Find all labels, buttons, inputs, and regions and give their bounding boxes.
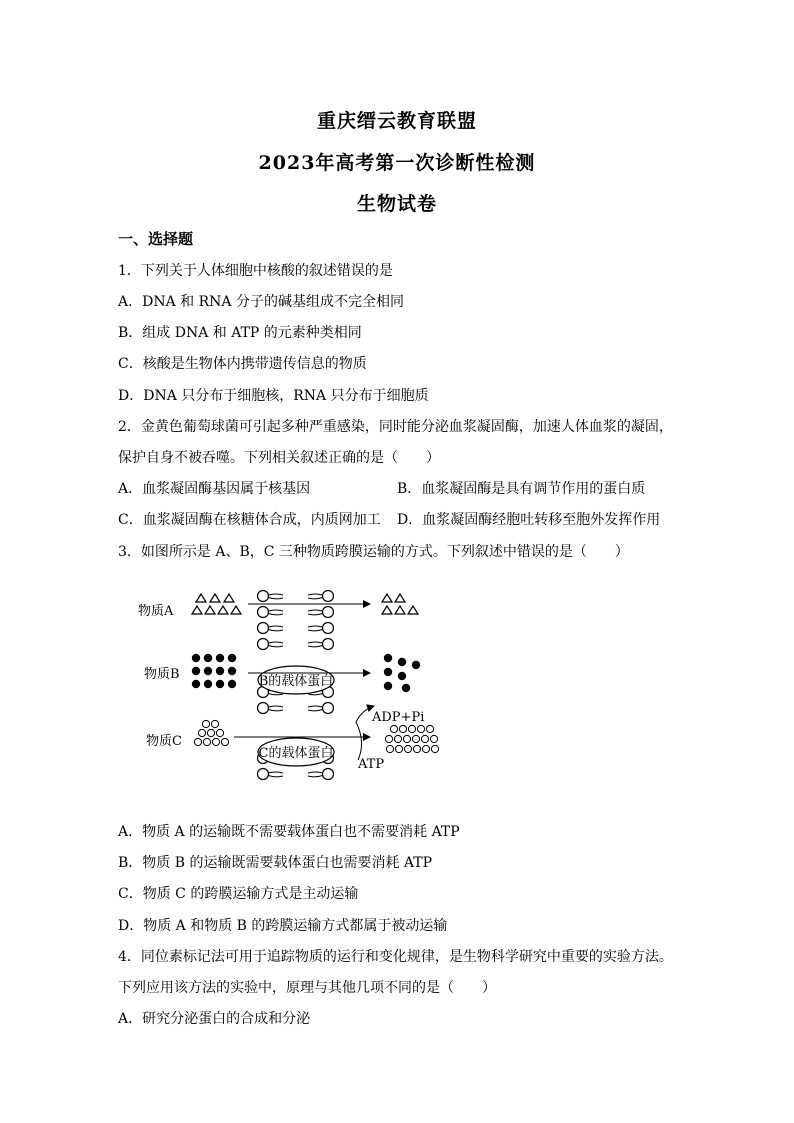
- substance-a-triangles-right: [382, 594, 418, 614]
- q1-stem: 1．下列关于人体细胞中核酸的叙述错误的是: [118, 263, 393, 279]
- label-substance-c: 物质C: [146, 734, 182, 749]
- q2-option-a: A．血浆凝固酶基因属于核基因: [118, 481, 311, 497]
- label-atp: ATP: [358, 757, 385, 772]
- substance-c-circles-left: [194, 720, 228, 745]
- substance-b-dots-left: [192, 654, 236, 688]
- label-adp-pi: ADP+Pi: [372, 710, 425, 725]
- label-substance-a: 物质A: [138, 604, 174, 619]
- q2-stem-2: 保护自身不被吞噬。下列相关叙述正确的是（ ）: [118, 450, 440, 466]
- q3-option-d: D．物质 A 和物质 B 的跨膜运输方式都属于被动运输: [118, 918, 448, 934]
- subject-title: 生物试卷: [356, 193, 437, 215]
- label-carrier-c: C的载体蛋白: [258, 746, 334, 761]
- label-carrier-b: B的载体蛋白: [258, 674, 334, 689]
- label-substance-b: 物质B: [144, 667, 180, 682]
- q3-option-b: B．物质 B 的运输既需要载体蛋白也需要消耗 ATP: [118, 855, 433, 871]
- q2-option-b: B．血浆凝固酶是具有调节作用的蛋白质: [397, 481, 646, 497]
- q1-option-a: A．DNA 和 RNA 分子的碱基组成不完全相同: [118, 294, 404, 310]
- school-name: 重庆缙云教育联盟: [316, 110, 477, 132]
- q2-option-d: D．血浆凝固酶经胞吐转移至胞外发挥作用: [397, 512, 661, 528]
- q3-option-c: C．物质 C 的跨膜运输方式是主动运输: [118, 886, 359, 902]
- q1-option-b: B．组成 DNA 和 ATP 的元素种类相同: [118, 325, 362, 341]
- membrane-transport-diagram: [130, 582, 460, 802]
- q1-option-c: C．核酸是生物体内携带遗传信息的物质: [118, 356, 367, 372]
- q2-stem-1: 2．金黄色葡萄球菌可引起多种严重感染，同时能分泌血浆凝固酶，加速人体血浆的凝固，: [118, 419, 673, 435]
- q4-stem-1: 4．同位素标记法可用于追踪物质的运行和变化规律，是生物科学研究中重要的实验方法。: [118, 949, 673, 965]
- substance-b-dots-right: [384, 654, 420, 692]
- substance-a-triangles-left: [192, 594, 241, 614]
- q4-option-a: A．研究分泌蛋白的合成和分泌: [118, 1011, 311, 1027]
- q3-option-a: A．物质 A 的运输既不需要载体蛋白也不需要消耗 ATP: [118, 824, 460, 840]
- section-heading: 一、选择题: [118, 230, 194, 248]
- q3-stem: 3．如图所示是 A、B，C 三种物质跨膜运输的方式。下列叙述中错误的是（ ）: [118, 544, 629, 560]
- q4-stem-2: 下列应用该方法的实验中，原理与其他几项不同的是（ ）: [118, 980, 496, 996]
- exam-name: 2023年高考第一次诊断性检测: [258, 152, 536, 174]
- substance-c-circles-right: [385, 725, 438, 752]
- q1-option-d: D．DNA 只分布于细胞核，RNA 只分布于细胞质: [118, 388, 429, 404]
- q2-option-c: C．血浆凝固酶在核糖体合成，内质网加工: [118, 512, 381, 528]
